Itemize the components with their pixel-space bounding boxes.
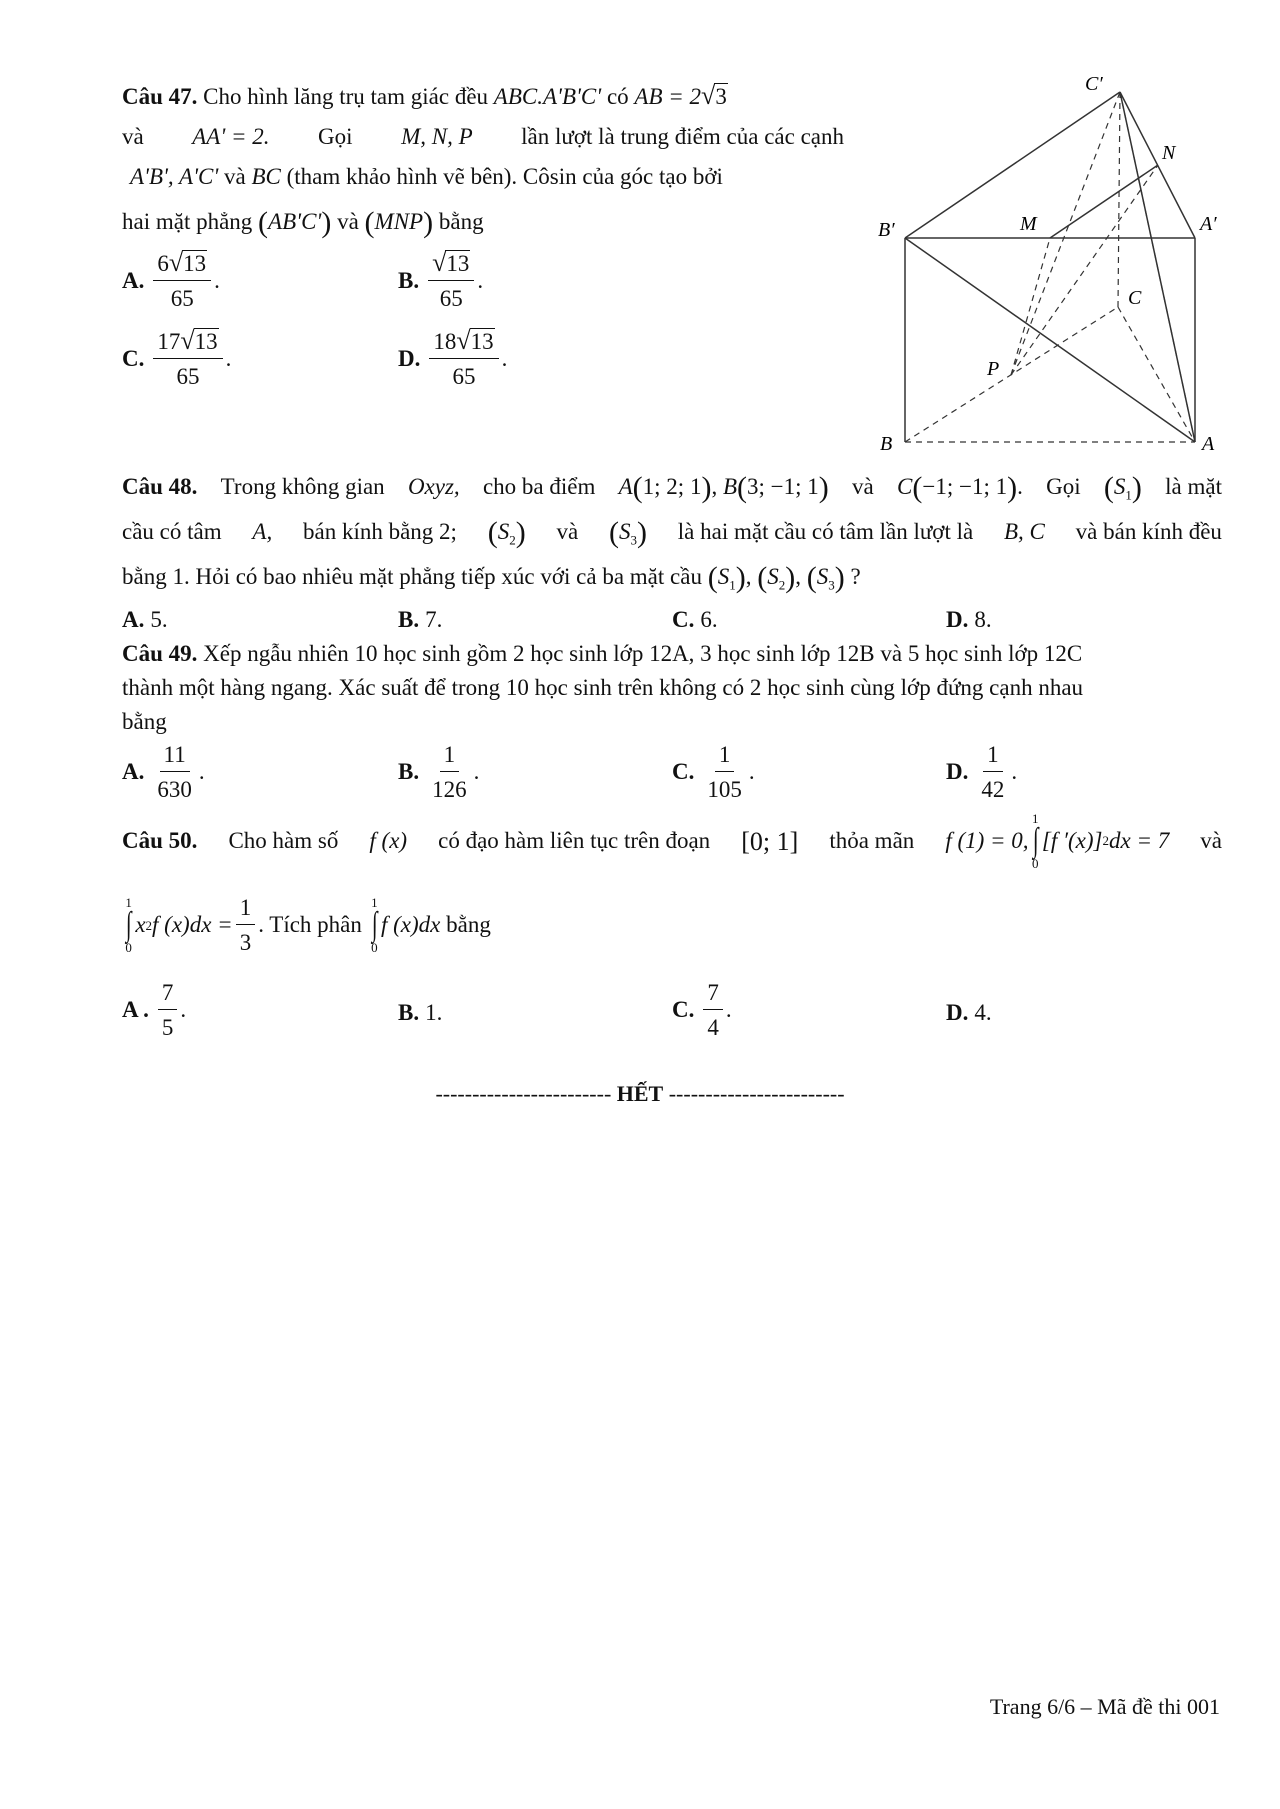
q48-oxyz: Oxyz, xyxy=(407,474,460,499)
label-b-prime: B′ xyxy=(878,219,895,241)
q47-bc: BC xyxy=(251,164,281,189)
q49-line-2: thành một hàng ngang. Xác suất để trong 10 học sinh trên không có 2 học sinh cùng lớp đứng cạnh nhau xyxy=(122,675,1084,700)
q47-option-c[interactable]: C. 17 √ 13 65 . xyxy=(122,326,232,390)
q47-text: và xyxy=(224,164,246,189)
q49-option-c[interactable]: C. $\frac{1}{105}$ . xyxy=(672,742,755,803)
label-a: A xyxy=(1202,433,1215,455)
q47-option-d[interactable]: D. 18 √ 13 65 . xyxy=(398,326,508,390)
integral-symbol: 1 ∫ 0 xyxy=(1031,811,1039,872)
label-c-prime: C′ xyxy=(1085,73,1103,95)
q47-text: và xyxy=(337,209,359,234)
q48-line-1: Câu 48. Trong không gian Oxyz, cho ba điểm A(1; 2; 1), B(3; −1; 1) và C(−1; −1; 1). Gọi $(S_1)$ là mặt xyxy=(122,471,1222,504)
q47-plane1: AB'C' xyxy=(268,209,322,234)
q49-option-d[interactable]: D. $\frac{1}{42}$ . xyxy=(946,742,1018,803)
sqrt-symbol: √ 3 xyxy=(701,81,727,110)
page-footer: Trang 6/6 – Mã đề thi 001 xyxy=(989,1694,1220,1719)
q50-option-b[interactable]: B. 1. xyxy=(398,1000,443,1025)
q49-option-a[interactable]: A. $\frac{11}{630}$ . xyxy=(122,742,205,803)
q47-text: bằng xyxy=(438,209,484,234)
q47-ab-eq: AB = 2 xyxy=(634,84,702,109)
integral-symbol: 1 ∫ 0 xyxy=(125,895,132,956)
q48-option-c[interactable]: C. 6. xyxy=(672,607,718,632)
q48-line-3: bằng 1. Hỏi có bao nhiêu mặt phẳng tiếp xúc với cả ba mặt cầu $(S_1)$, $(S_2)$, $(S_3)$ ? xyxy=(122,561,861,594)
q47-label: Câu 47. xyxy=(122,84,198,109)
q47-text: và xyxy=(122,124,144,149)
label-m: M xyxy=(1020,213,1037,235)
q47-prism: ABC.A'B'C' xyxy=(493,84,602,109)
q47-text: có xyxy=(606,84,629,109)
label-p: P xyxy=(987,358,1000,380)
end-marker: ------------------------ HẾT ------------------------ xyxy=(435,1081,845,1106)
q49-line-3: bằng xyxy=(122,709,167,734)
q50-label: Câu 50. xyxy=(122,827,198,853)
q48-line-2: cầu có tâm A, bán kính bằng 2; $(S_2)$ và $(S_3)$ là hai mặt cầu có tâm lần lượt là B, C và bán kính đều xyxy=(122,516,1222,549)
q47-line-3 xyxy=(130,160,723,195)
q47-text: (tham khảo hình vẽ bên). Côsin của góc tạo bởi xyxy=(286,164,723,189)
q47-text: hai mặt phẳng xyxy=(122,209,253,234)
q47-line-1 xyxy=(122,80,728,115)
q50-line-2: 1 ∫ 0 x 2 f (x)dx = $\frac{1}{3}$ . Tích phân 1 ∫ 0 f (x)dx bằng xyxy=(125,895,491,956)
prism-figure xyxy=(870,70,1240,460)
q47-mnp: M, N, P xyxy=(401,124,473,149)
integral-symbol: 1 ∫ 0 xyxy=(371,895,378,956)
label-a-prime: A′ xyxy=(1200,213,1217,235)
q48-option-a[interactable]: A. 5. xyxy=(122,607,168,632)
q49-label: Câu 49. xyxy=(122,641,198,666)
label-b: B xyxy=(880,433,893,455)
q48-label: Câu 48. xyxy=(122,474,198,499)
q50-option-a[interactable]: A . $\frac{7}{5}$ . xyxy=(122,980,187,1041)
q47-text: Gọi xyxy=(318,124,353,149)
q47-option-b[interactable]: B. √ 13 65 . xyxy=(398,248,484,312)
q47-aa-eq: AA' = 2. xyxy=(192,124,270,149)
q49-option-b[interactable]: B. $\frac{1}{126}$ . xyxy=(398,742,480,803)
q50-option-c[interactable]: C. $\frac{7}{4}$ . xyxy=(672,980,732,1041)
q47-option-a[interactable]: A. 6 √ 13 65 . xyxy=(122,248,220,312)
q47-edges: A'B', A'C' xyxy=(130,164,219,189)
q49-line-1: Câu 49. Xếp ngẫu nhiên 10 học sinh gồm 2 học sinh lớp 12A, 3 học sinh lớp 12B và 5 học sinh lớp 12C xyxy=(122,641,1083,666)
q47-line-4: hai mặt phẳng (AB'C') và (MNP) bằng xyxy=(122,206,484,239)
q50-line-1: Câu 50. Cho hàm số f (x) có đạo hàm liên tục trên đoạn [0; 1] thỏa mãn f (1) = 0, 1 ∫ 0 [f ′(x)] 2 dx = 7 và xyxy=(122,811,1222,872)
label-c: C xyxy=(1128,287,1142,309)
q50-option-d[interactable]: D. 4. xyxy=(946,1000,992,1025)
q47-plane2: MNP xyxy=(374,209,424,234)
q47-text: lần lượt là trung điểm của các cạnh xyxy=(521,124,844,149)
label-n: N xyxy=(1162,142,1176,164)
q48-option-b[interactable]: B. 7. xyxy=(398,607,443,632)
q47-text: Cho hình lăng trụ tam giác đều xyxy=(203,84,489,109)
q47-line-2 xyxy=(122,120,844,155)
q48-option-d[interactable]: D. 8. xyxy=(946,607,992,632)
